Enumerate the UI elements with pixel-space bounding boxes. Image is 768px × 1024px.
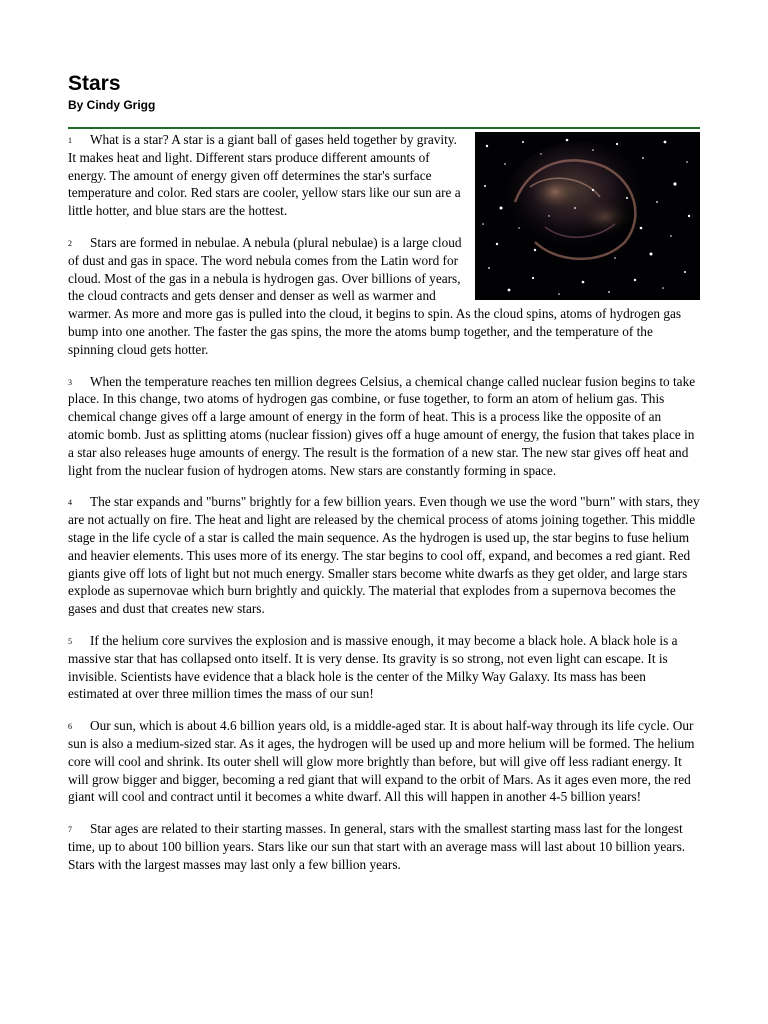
paragraph-3 [68, 373, 700, 480]
paragraph-number: 4 [68, 498, 72, 508]
paragraph-text: Our sun, which is about 4.6 billion years old, is a middle-aged star. It is about half-way through its life cycle. Our sun is also a medium-sized star. As it ages, the hydrogen will be used up and more helium will be formed. The helium core will cool and shrink. Its outer shell will glow more brightly than before, but will give off less radiant energy. It will grow bigger and bigger, becoming a red giant that will expand to the orbit of Mars. As it ages even more, the red giant will cool and contract until it becomes a white dwarf. All this will happen in another 4-5 billion years! [68, 718, 695, 805]
paragraph-text: When the temperature reaches ten million degrees Celsius, a chemical change called nuclear fusion begins to take place. In this change, two atoms of hydrogen gas combine, or fuse together, to form an atom of helium gas. This chemical change gives off a large amount of energy in the form of heat. This is a process like the opposite of an atomic bomb. Just as splitting atoms (nuclear fission) gives off a huge amount of energy, the fusion that takes place in a star also releases huge amounts of energy. The result is the formation of a new star. The new star gives off heat and light from the nuclear fusion of hydrogen atoms. New stars are constantly forming in space. [68, 373, 696, 478]
paragraph-text: Star ages are related to their starting masses. In general, stars with the smallest starting mass last for the longest time, up to about 100 billion years. Stars like our sun that start with an average mass will last about 10 billion years. Stars with the largest masses may last only a few billion years. [68, 821, 686, 872]
paragraph-text: Stars are formed in nebulae. A nebula (plural nebulae) is a large cloud of dust and gas in space. The word nebula comes from the Latin word for cloud. Most of the gas in a nebula is hydrogen gas. Over billions of years, the cloud contracts and gets denser and denser as well as warmer and warmer. As more and more gas is pulled into the cloud, it begins to spin. As the cloud spins, atoms of hydrogen gas bump into one another. The faster the gas spins, the more the atoms bump together, and the temperature of the spinning cloud gets hotter. [68, 234, 682, 357]
paragraph-text: What is a star? A star is a giant ball of gases held together by gravity. It makes heat and light. Different stars produce different amounts of energy. The amount of energy given off determines the star's surface temperature and color. Red stars are cooler, yellow stars like our sun are a little hotter, and blue stars are the hottest. [68, 132, 461, 219]
document-page [68, 0, 700, 1024]
paragraph-number: 6 [68, 722, 72, 732]
article-body [68, 131, 700, 887]
paragraph-number: 1 [68, 136, 72, 145]
paragraph-text: If the helium core survives the explosion and is massive enough, it may become a black hole. A black hole is a massive star that has collapsed onto itself. It is very dense. Its gravity is so strong, not even light can escape. It is invisible. Scientists have evidence that a black hole is the center of the Milky Way Galaxy. Its mass has been estimated at over three million times the mass of our sun! [68, 632, 678, 702]
title-divider [68, 127, 700, 129]
nebula-image [475, 132, 700, 300]
document-title: Stars [68, 72, 121, 95]
paragraph-4 [68, 493, 700, 618]
paragraph-6 [68, 717, 700, 806]
paragraph-7 [68, 820, 700, 873]
paragraph-5 [68, 632, 700, 703]
paragraph-number: 5 [68, 636, 72, 646]
paragraph-number: 3 [68, 377, 72, 387]
paragraph-text: The star expands and "burns" brightly for a few billion years. Even though we use the word "burn" with stars, they are not actually on fire. The heat and light are released by the chemical process of atoms joining together. This middle stage in the life cycle of a star is called the main sequence. As the hydrogen is used up, the star begins to fuse helium and heavier elements. This uses more of its energy. The star begins to cool off, expand, and becomes a red giant. Red giants give off lots of light but not much energy. Smaller stars become white dwarfs as they get older, and large stars explode as supernovae which burn brightly and quickly. The material that explodes from a supernova becomes the gases and dust that creates new stars. [68, 494, 700, 617]
paragraph-1 [68, 131, 700, 220]
paragraph-number: 7 [68, 825, 72, 835]
author-byline: By Cindy Grigg [68, 98, 156, 112]
paragraph-number: 2 [68, 238, 72, 248]
